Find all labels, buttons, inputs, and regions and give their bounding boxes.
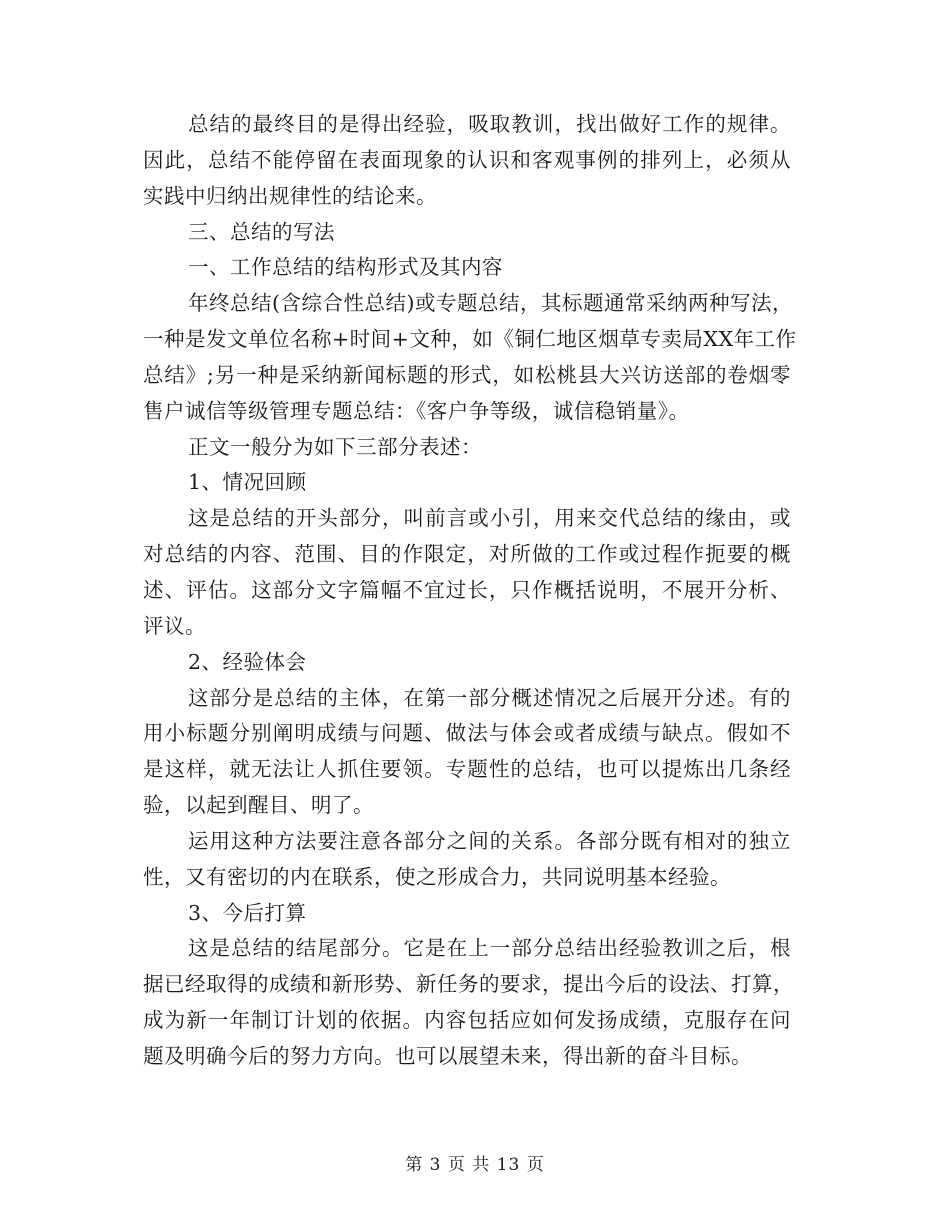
text-line: 售户诚信等级管理专题总结：《客户争等级，诚信稳销量》。 — [143, 398, 690, 423]
text-line: 正文一般分为如下三部分表述： — [188, 434, 482, 459]
text-line: 一、工作总结的结构形式及其内容 — [188, 255, 503, 280]
text-line: 据已经取得的成绩和新形势、新任务的要求，提出今后的设法、打算， — [143, 972, 794, 997]
text-line: 这是总结的开头部分，叫前言或小引，用来交代总结的缘由，或 — [188, 506, 791, 531]
text-line: 验，以起到醒目、明了。 — [143, 793, 374, 818]
text-line: 总结的最终目的是得出经验，吸取教训，找出做好工作的规律。 — [188, 112, 791, 136]
text-line: 一种是发文单位名称+时间+文种，如《铜仁地区烟草专卖局XX年工作 — [143, 327, 797, 352]
text-line: 用小标题分别阐明成绩与问题、做法与体会或者成绩与缺点。假如不 — [143, 721, 791, 746]
text-line: 性，又有密切的内在联系，使之形成合力，共同说明基本经验。 — [143, 864, 731, 889]
text-line: 这部分是总结的主体，在第一部分概述情况之后展开分述。有的 — [188, 685, 791, 710]
text-line: 1、情况回顾 — [188, 470, 307, 495]
text-line: 实践中归纳出规律性的结论来。 — [143, 183, 437, 208]
page-number-footer: 第 3 页 共 13 页 — [405, 1155, 545, 1175]
text-line: 这是总结的结尾部分。它是在上一部分总结出经验教训之后，根 — [188, 936, 791, 961]
text-line: 评议。 — [143, 613, 206, 638]
text-line: 述、评估。这部分文字篇幅不宜过长，只作概括说明，不展开分析、 — [143, 577, 791, 602]
text-line: 2、经验体会 — [188, 649, 307, 674]
text-line: 成为新一年制订计划的依据。内容包括应如何发扬成绩，克服存在问 — [143, 1008, 791, 1033]
text-line: 运用这种方法要注意各部分之间的关系。各部分既有相对的独立 — [188, 828, 791, 853]
text-line: 对总结的内容、范围、目的作限定，对所做的工作或过程作扼要的概 — [143, 542, 791, 567]
text-line: 题及明确今后的努力方向。也可以展望未来，得出新的奋斗目标。 — [143, 1043, 752, 1068]
text-line: 三、总结的写法 — [188, 219, 335, 244]
text-line: 总结》;另一种是采纳新闻标题的形式，如松桃县大兴访送部的卷烟零 — [143, 362, 791, 387]
text-line: 因此，总结不能停留在表面现象的认识和客观事例的排列上，必须从 — [143, 147, 791, 172]
document-body — [143, 108, 803, 1076]
text-line: 是这样，就无法让人抓住要领。专题性的总结，也可以提炼出几条经 — [143, 757, 791, 782]
text-line: 年终总结(含综合性总结)或专题总结，其标题通常采纳两种写法， — [188, 291, 793, 316]
text-line: 3、今后打算 — [188, 900, 307, 925]
